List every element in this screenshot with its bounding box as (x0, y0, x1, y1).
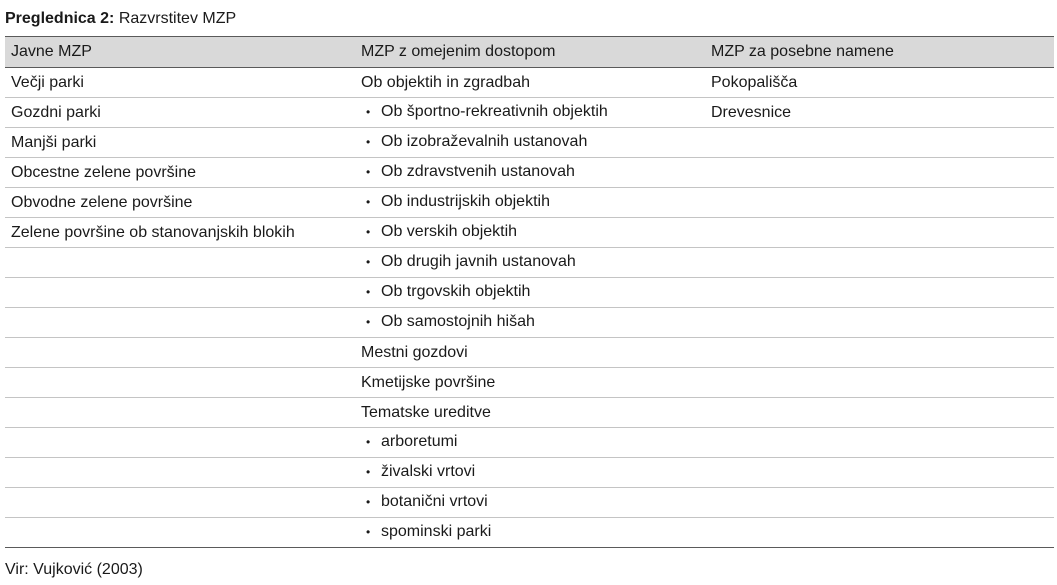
cell-public: Gozdni parki (11, 103, 101, 121)
cell-special (705, 278, 1054, 308)
cell-special (705, 428, 1054, 458)
cell-special (705, 398, 1054, 428)
cell-public: Obcestne zelene površine (11, 163, 196, 181)
table-row (5, 68, 1054, 98)
cell-special (705, 308, 1054, 338)
bullet-icon: • (366, 105, 371, 120)
cell-special (705, 188, 1054, 218)
cell-special (705, 488, 1054, 518)
cell-special (705, 518, 1054, 548)
cell-restricted-text: spominski parki (381, 523, 492, 541)
table-row (5, 218, 1054, 248)
bullet-icon: • (366, 165, 371, 180)
cell-public (5, 278, 355, 308)
cell-public (5, 368, 355, 398)
cell-public: Obvodne zelene površine (11, 193, 193, 211)
cell-public: Zelene površine ob stanovanjskih blokih (11, 223, 295, 241)
cell-public (5, 518, 355, 548)
cell-restricted-text: arboretumi (381, 433, 458, 451)
cell-restricted (355, 428, 705, 458)
cell-public (5, 248, 355, 278)
cell-restricted-text: Ob samostojnih hišah (381, 313, 535, 331)
bullet-icon: • (366, 135, 371, 150)
cell-restricted (355, 458, 705, 488)
cell-restricted-text: botanični vrtovi (381, 493, 488, 511)
table-row (5, 428, 1054, 458)
cell-public: Večji parki (11, 73, 84, 91)
cell-public (5, 458, 355, 488)
cell-special: Drevesnice (711, 103, 792, 121)
cell-restricted (355, 398, 705, 428)
table-row (5, 488, 1054, 518)
cell-special (705, 218, 1054, 248)
cell-restricted (355, 308, 705, 338)
cell-restricted-text: Ob športno-rekreativnih objektih (381, 103, 608, 121)
cell-public: Manjši parki (11, 133, 97, 151)
table-row (5, 278, 1054, 308)
cell-restricted (355, 488, 705, 518)
bullet-icon: • (366, 315, 371, 330)
cell-restricted-text: Mestni gozdovi (361, 343, 468, 361)
cell-restricted-text: Ob objektih in zgradbah (361, 73, 530, 91)
cell-restricted-text: Ob zdravstvenih ustanovah (381, 163, 575, 181)
cell-restricted-text: Ob izobraževalnih ustanovah (381, 133, 588, 151)
cell-special: Pokopališča (711, 73, 798, 91)
cell-restricted (355, 518, 705, 548)
cell-restricted (355, 188, 705, 218)
cell-restricted (355, 248, 705, 278)
table-row (5, 518, 1054, 548)
table-row (5, 248, 1054, 278)
table-row (5, 308, 1054, 338)
cell-special (705, 128, 1054, 158)
cell-restricted-text: Ob drugih javnih ustanovah (381, 253, 576, 271)
table-row (5, 398, 1054, 428)
cell-restricted-text: Ob industrijskih objektih (381, 193, 550, 211)
cell-restricted (355, 218, 705, 248)
cell-restricted (355, 278, 705, 308)
table-caption (5, 9, 236, 29)
cell-public (5, 308, 355, 338)
cell-restricted (355, 68, 705, 98)
cell-restricted-text: Ob verskih objektih (381, 223, 518, 241)
classification-table (5, 36, 1054, 548)
bullet-icon: • (366, 465, 371, 480)
bullet-icon: • (366, 285, 371, 300)
cell-restricted (355, 158, 705, 188)
cell-restricted-text: Kmetijske površine (361, 373, 496, 391)
table-row (5, 128, 1054, 158)
table-body (5, 68, 1054, 548)
source-note: Vir: Vujković (2003) (5, 561, 143, 578)
table-row (5, 458, 1054, 488)
cell-public (5, 488, 355, 518)
cell-restricted-text: Ob trgovskih objektih (381, 283, 531, 301)
column-header-special: MZP za posebne namene (711, 43, 894, 60)
cell-public (5, 338, 355, 368)
table-header-row (5, 37, 1054, 68)
cell-special (705, 248, 1054, 278)
caption-title: Razvrstitev MZP (118, 10, 237, 27)
cell-public (5, 428, 355, 458)
cell-restricted-text: živalski vrtovi (381, 463, 476, 481)
cell-restricted (355, 128, 705, 158)
table-row (5, 98, 1054, 128)
column-header-restricted: MZP z omejenim dostopom (361, 43, 556, 60)
cell-special (705, 338, 1054, 368)
column-header-public: Javne MZP (11, 43, 92, 60)
bullet-icon: • (366, 525, 371, 540)
table-row (5, 368, 1054, 398)
bullet-icon: • (366, 255, 371, 270)
table-row (5, 158, 1054, 188)
cell-public (5, 398, 355, 428)
cell-restricted-text: Tematske ureditve (361, 403, 491, 421)
cell-restricted (355, 368, 705, 398)
table-row (5, 188, 1054, 218)
cell-restricted (355, 98, 705, 128)
cell-special (705, 158, 1054, 188)
caption-label: Preglednica 2: (5, 10, 115, 27)
bullet-icon: • (366, 195, 371, 210)
bullet-icon: • (366, 435, 371, 450)
cell-special (705, 458, 1054, 488)
table-row (5, 338, 1054, 368)
cell-restricted (355, 338, 705, 368)
bullet-icon: • (366, 225, 371, 240)
cell-special (705, 368, 1054, 398)
bullet-icon: • (366, 495, 371, 510)
